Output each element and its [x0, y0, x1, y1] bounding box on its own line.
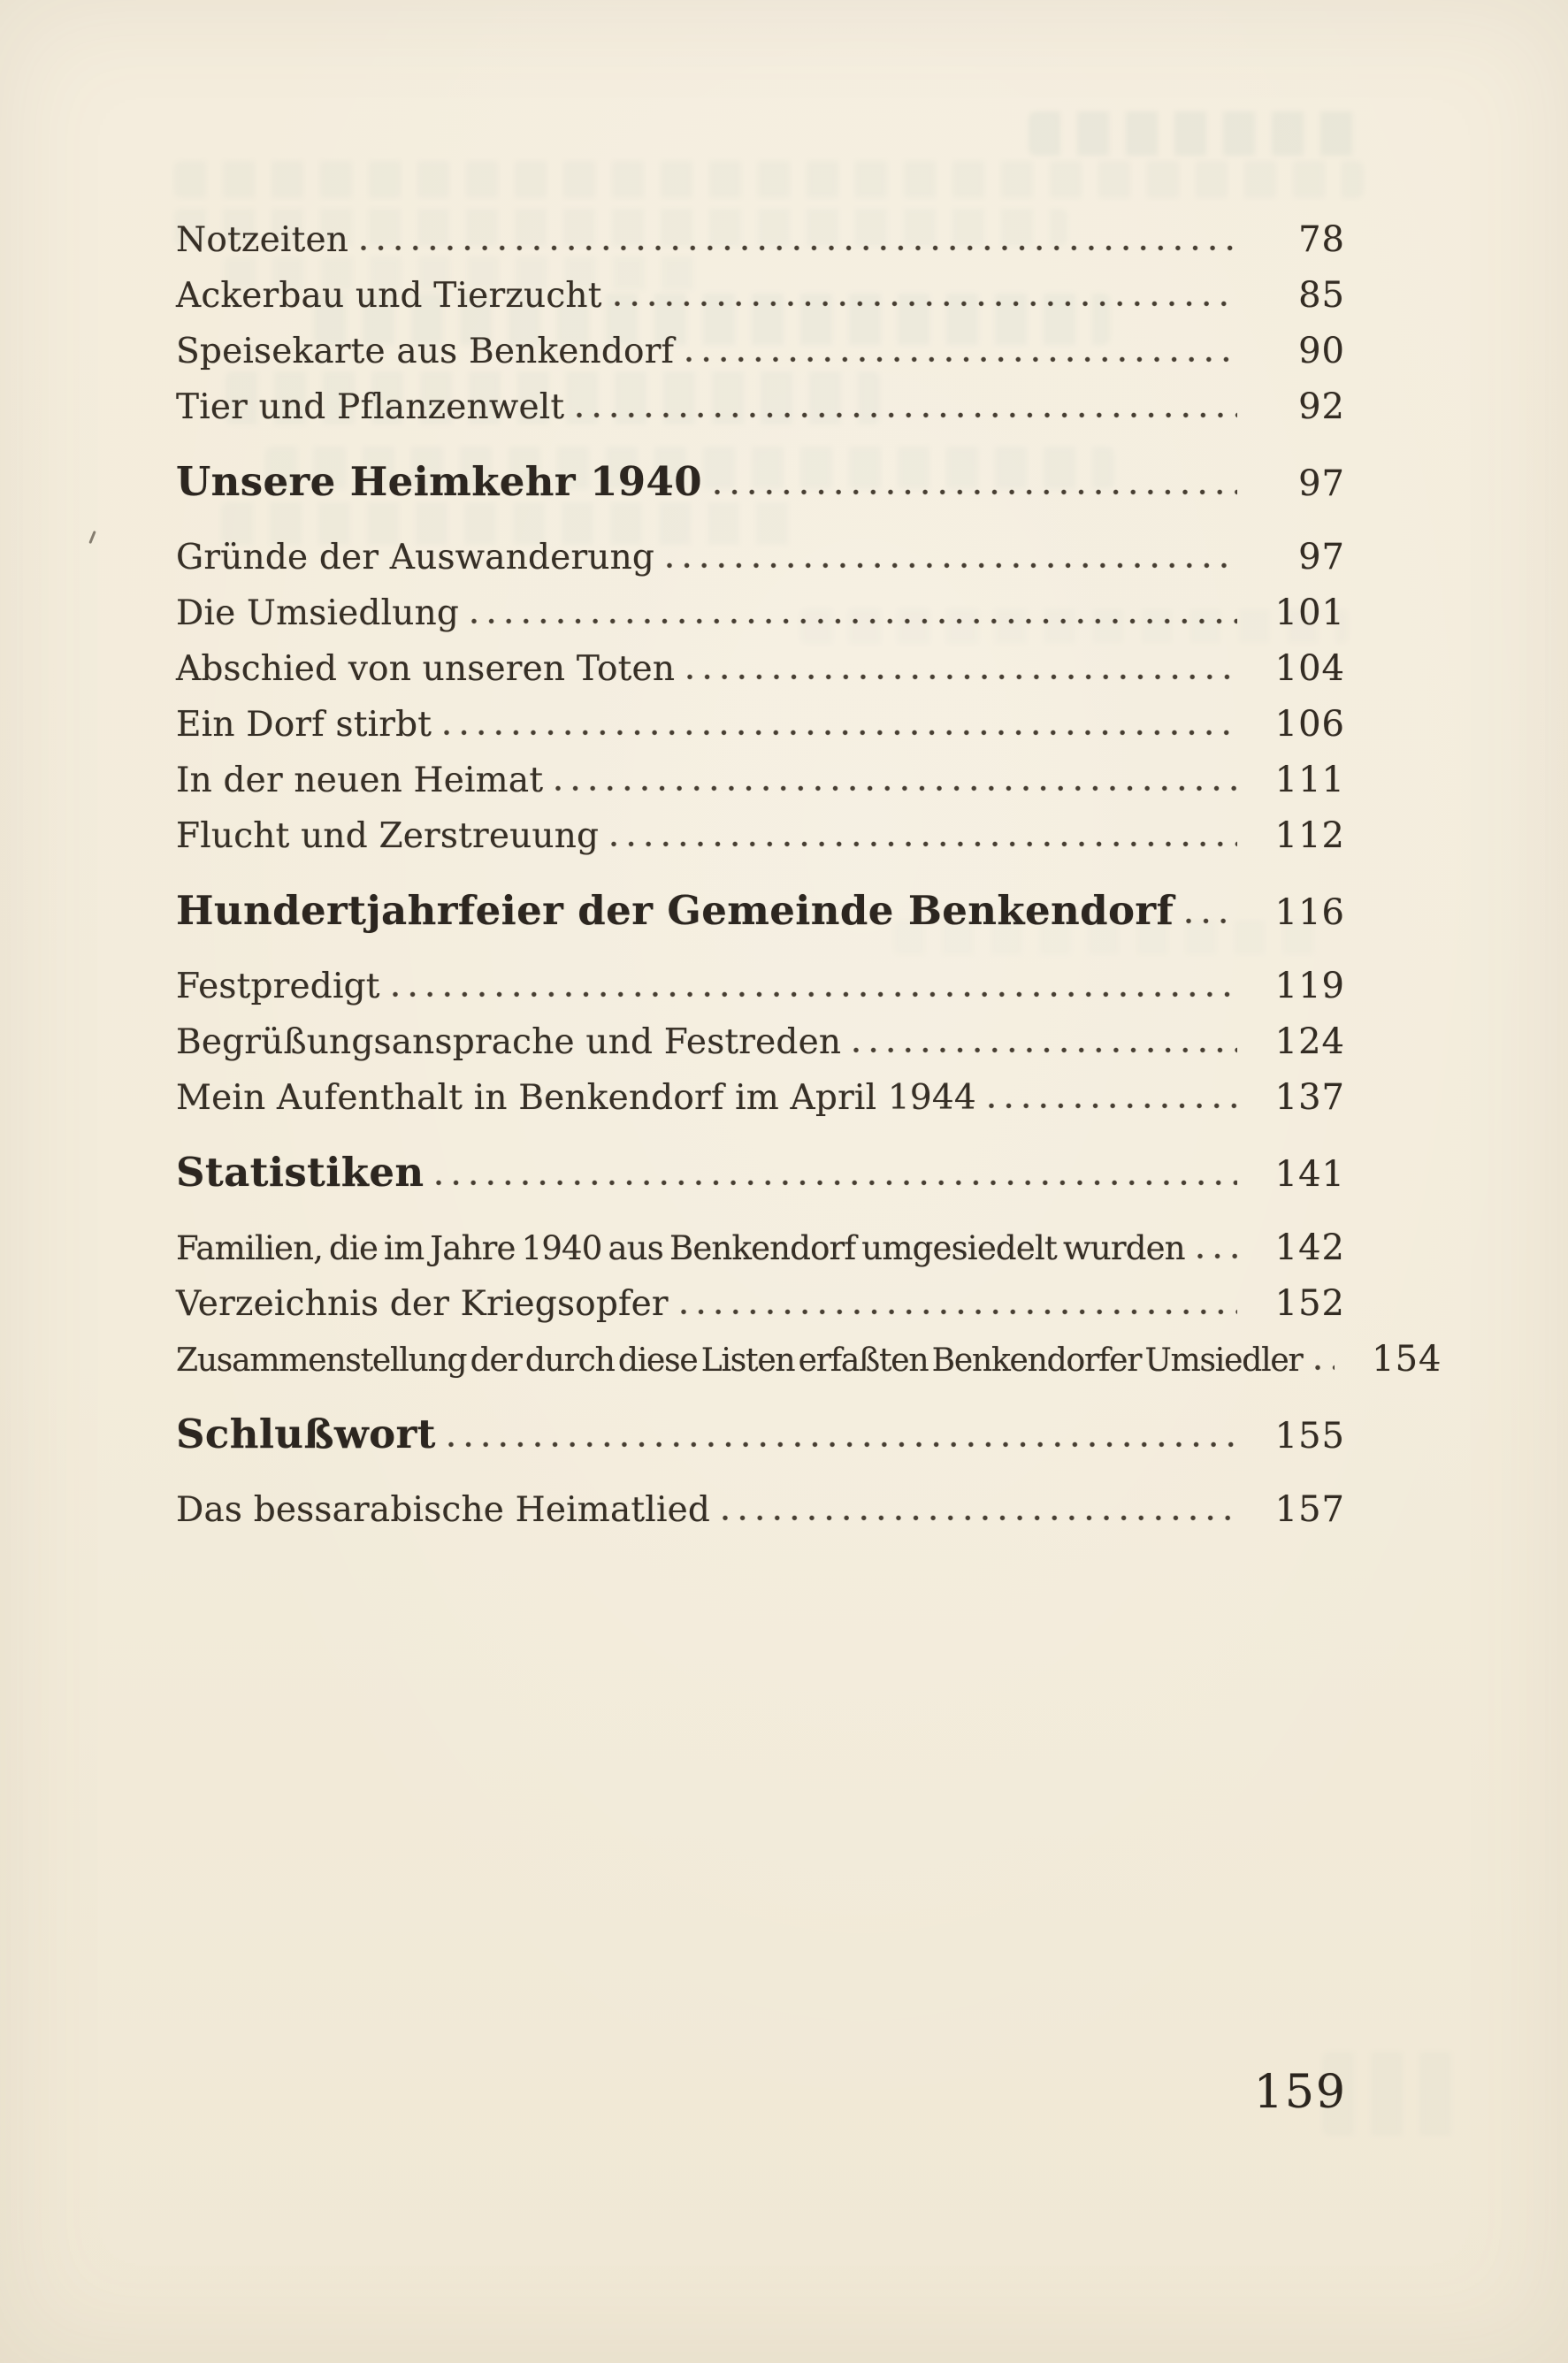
toc-entry-title: Verzeichnis der Kriegsopfer [176, 1284, 669, 1324]
toc-entry-page: 116 [1274, 892, 1345, 933]
toc-entry-page: 111 [1274, 760, 1345, 800]
dot-leader [611, 841, 1237, 847]
toc-entry-page: 97 [1298, 537, 1345, 577]
toc-entry-title: Begrüßungsansprache und Festreden [176, 1022, 842, 1062]
toc-entry-page: 152 [1274, 1283, 1345, 1324]
toc-entry-page: 106 [1274, 704, 1345, 745]
toc-heading-row [176, 1413, 1345, 1457]
toc-entry-page: 124 [1274, 1021, 1345, 1062]
toc-entry-title: Tier und Pflanzenwelt [176, 387, 565, 427]
toc-entry-title: Ein Dorf stirbt [176, 705, 432, 745]
dot-leader [471, 618, 1237, 624]
dot-leader [436, 1180, 1237, 1186]
toc-heading-row [176, 887, 1345, 934]
toc-entry-page: 90 [1298, 331, 1345, 371]
toc-entry-title: Hundertjahrfeier der Gemeinde Benkendorf [176, 887, 1174, 934]
toc-entry-title: In der neuen Heimat [176, 761, 544, 800]
toc-entry-title: Statistiken [176, 1149, 425, 1196]
toc-row [176, 1488, 1345, 1532]
toc-entry-title: Abschied von unseren Toten [176, 649, 676, 689]
toc-entry-page: 78 [1298, 219, 1345, 260]
dot-leader [615, 301, 1237, 307]
toc-entry-page: 155 [1274, 1416, 1345, 1457]
page-number: 159 [1253, 2066, 1347, 2119]
toc-entry-page: 137 [1274, 1077, 1345, 1118]
toc-row [176, 814, 1345, 858]
toc-entry-page: 104 [1274, 648, 1345, 689]
dot-leader [361, 245, 1237, 251]
toc-entry-title: Die Umsiedlung [176, 593, 460, 633]
dot-leader [989, 1103, 1237, 1109]
toc-entry-title: Das bessarabische Heimatlied [176, 1490, 711, 1530]
toc-entry-page: 85 [1298, 275, 1345, 316]
dot-leader [1186, 918, 1237, 924]
dot-leader [715, 489, 1237, 495]
dot-leader [723, 1515, 1237, 1521]
dot-leader [444, 730, 1237, 736]
toc-heading-row [176, 1151, 1345, 1196]
toc-row [176, 965, 1345, 1008]
dot-leader [448, 1442, 1237, 1448]
toc-row [176, 1227, 1345, 1270]
toc-heading-row [176, 458, 1345, 505]
toc-entry-page: 101 [1274, 593, 1345, 633]
toc-entry-title: Ackerbau und Tierzucht [176, 276, 602, 316]
toc-entry-page: 142 [1274, 1227, 1345, 1268]
dot-leader [577, 412, 1237, 418]
toc-entry-title: Zusammenstellung der durch diese Listen erfaßten Benkendorfer Umsiedler [176, 1342, 1303, 1379]
toc-row [176, 330, 1345, 373]
toc-entry-title: Speisekarte aus Benkendorf [176, 332, 675, 371]
toc-entry-title: Festpredigt [176, 967, 380, 1006]
toc-entry-page: 112 [1274, 815, 1345, 856]
toc-entry-title: Flucht und Zerstreuung [176, 816, 600, 856]
toc-entry-title: Notzeiten [176, 220, 349, 260]
toc-row [176, 703, 1345, 746]
toc-row [176, 218, 1345, 262]
toc-entry-page: 141 [1274, 1154, 1345, 1195]
dot-leader [686, 356, 1237, 363]
toc-row [176, 592, 1345, 635]
dot-leader [393, 991, 1237, 998]
toc-row [176, 536, 1345, 579]
dot-leader [853, 1047, 1237, 1053]
dot-leader [1197, 1253, 1237, 1259]
toc-row [176, 647, 1345, 691]
dot-leader [1315, 1365, 1335, 1371]
toc-entry-title: Mein Aufenthalt in Benkendorf im April 1944 [176, 1078, 976, 1118]
toc-row [176, 386, 1345, 429]
toc-row [176, 274, 1345, 317]
toc-entry-page: 154 [1372, 1339, 1442, 1380]
toc-row [176, 759, 1345, 802]
toc-entry-title: Schlußwort [176, 1411, 436, 1457]
toc-entry-title: Unsere Heimkehr 1940 [176, 458, 702, 505]
dot-leader [681, 1309, 1237, 1315]
dot-leader [555, 785, 1237, 791]
toc-row [176, 1021, 1345, 1064]
toc-entry-title: Familien, die im Jahre 1940 aus Benkendorf umgesiedelt wurden [176, 1229, 1185, 1267]
toc-row [176, 1338, 1442, 1382]
toc-entry-title: Gründe der Auswanderung [176, 538, 655, 577]
dot-leader [667, 562, 1237, 569]
dot-leader [687, 674, 1237, 680]
toc-entry-page: 92 [1298, 386, 1345, 427]
toc-entry-page: 119 [1274, 966, 1345, 1006]
toc-row [176, 1282, 1345, 1326]
toc-entry-page: 157 [1274, 1489, 1345, 1530]
toc-row [176, 1076, 1345, 1120]
toc-entry-page: 97 [1298, 463, 1345, 504]
